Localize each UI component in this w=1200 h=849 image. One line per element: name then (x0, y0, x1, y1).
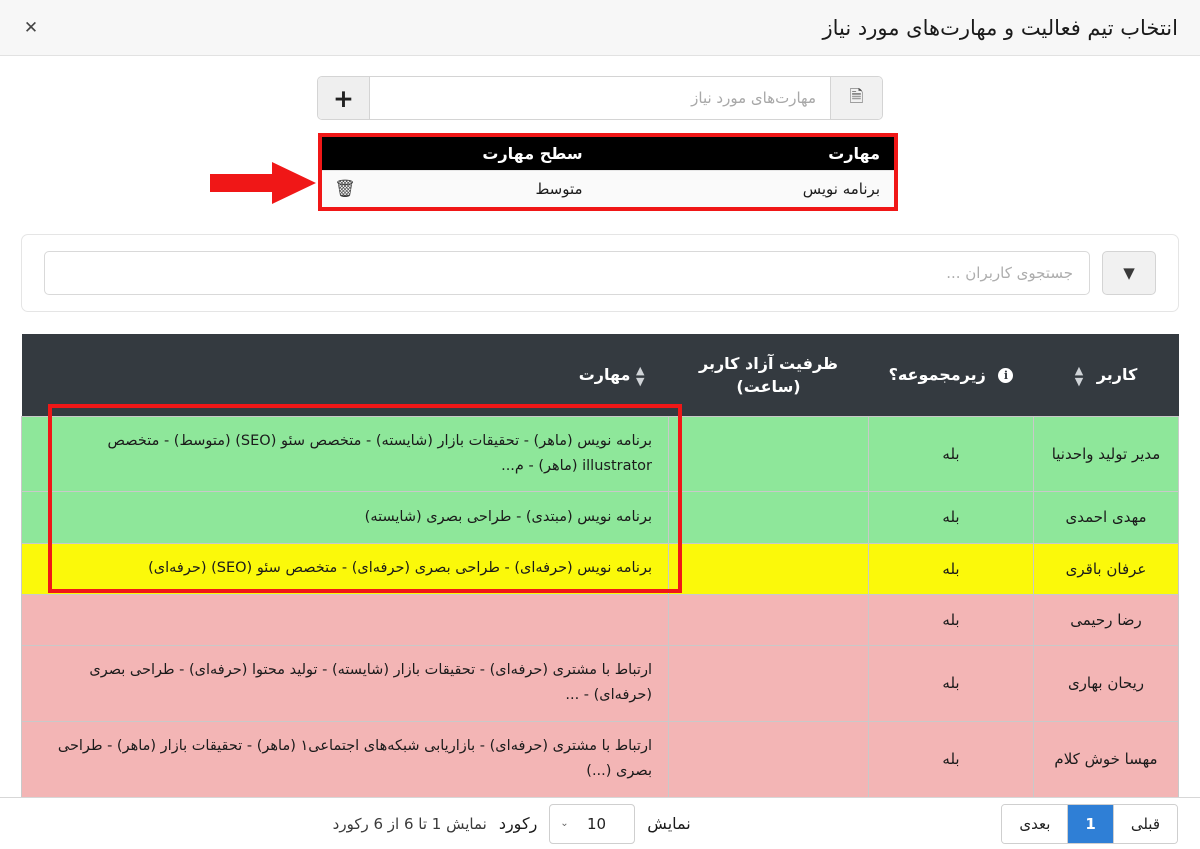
cell-skills: برنامه نویس (مبتدی) - طراحی بصری (شایسته) (22, 492, 669, 543)
page-length-label: نمایش (647, 814, 691, 833)
cell-subset: بله (869, 646, 1034, 722)
modal-header (0, 0, 1200, 56)
cell-skills: ارتباط با مشتری (حرفه‌ای) - بازاریابی شبکه‌های اجتماعی۱ (ماهر) - تحقیقات بازار (ماهر) - طراحی بصری (...) (22, 721, 669, 797)
table-row[interactable] (22, 416, 1179, 492)
skill-name-cell: برنامه نویس (597, 170, 894, 207)
col-header-subset-label: زیرمجموعه؟ (888, 365, 986, 385)
search-input[interactable] (44, 251, 1090, 295)
cell-subset: بله (869, 721, 1034, 797)
col-header-user-label: کاربر (1096, 365, 1138, 384)
skill-level-col-header[interactable]: سطح مهارت (368, 137, 597, 170)
skill-input-group (317, 76, 883, 120)
cell-user: مدیر تولید واحدنیا (1034, 416, 1179, 492)
chevron-down-icon: ⌄ (560, 818, 569, 829)
add-skill-button[interactable]: + (318, 77, 370, 119)
info-icon[interactable]: i (998, 368, 1013, 383)
pagination-prev[interactable]: قبلی (1113, 805, 1177, 843)
page-length-select[interactable] (549, 804, 635, 844)
cell-user: عرفان باقری (1034, 543, 1179, 594)
trash-icon[interactable]: 🗑 (334, 178, 356, 199)
skill-table-header-row (322, 137, 894, 170)
skill-col-header[interactable]: مهارت (597, 137, 894, 170)
col-header-subset[interactable] (869, 334, 1034, 416)
col-header-capacity[interactable] (669, 334, 869, 416)
col-header-skill[interactable] (22, 334, 669, 416)
col-header-skill-label: مهارت (578, 365, 631, 384)
skill-action-col-header (322, 137, 368, 170)
table-row[interactable] (22, 492, 1179, 543)
cell-user: مهدی احمدی (1034, 492, 1179, 543)
filter-button[interactable] (1102, 251, 1156, 295)
pagination-next[interactable]: بعدی (1002, 805, 1067, 843)
table-row[interactable] (22, 543, 1179, 594)
selected-skills-table (322, 137, 894, 207)
cell-capacity (669, 721, 869, 797)
cell-skills: برنامه نویس (حرفه‌ای) - طراحی بصری (حرفه‌ای) - متخصص سئو (SEO) (حرفه‌ای) (22, 543, 669, 594)
cell-capacity (669, 492, 869, 543)
table-row[interactable] (22, 646, 1179, 722)
skill-input-row (0, 76, 1200, 120)
page-length-value: 10 (586, 814, 607, 833)
document-icon: 🗎 (830, 77, 882, 119)
users-table-header-row (22, 334, 1179, 416)
users-table-wrap (21, 334, 1179, 798)
cell-subset: بله (869, 594, 1034, 645)
cell-skills: ارتباط با مشتری (حرفه‌ای) - تحقیقات بازار (شایسته) - تولید محتوا (حرفه‌ای) - طراحی بصری (حرفه‌ای) - ... (22, 646, 669, 722)
table-row (322, 170, 894, 207)
cell-subset: بله (869, 416, 1034, 492)
cell-skills (22, 594, 669, 645)
table-row[interactable] (22, 721, 1179, 797)
cell-skills: برنامه نویس (ماهر) - تحقیقات بازار (شایسته) - متخصص سئو (SEO) (متوسط) - متخصص illustrator (ماهر) - م... (22, 416, 669, 492)
page-length-controls (22, 804, 1001, 844)
red-arrow-annotation (210, 160, 318, 206)
selected-skills-table-highlight (318, 133, 898, 211)
page-title: انتخاب تیم فعالیت و مهارت‌های مورد نیاز (822, 15, 1178, 40)
table-row[interactable] (22, 594, 1179, 645)
sort-icon[interactable]: ▲ ▼ (636, 363, 645, 388)
pagination-page-1[interactable]: 1 (1067, 805, 1112, 843)
cell-subset: بله (869, 492, 1034, 543)
filter-icon: ▼ (1123, 264, 1135, 282)
cell-capacity (669, 543, 869, 594)
col-header-capacity-label: ظرفیت آزاد کاربر (ساعت) (699, 353, 838, 396)
records-info: نمایش 1 تا 6 از 6 رکورد (332, 814, 487, 833)
skill-level-cell: متوسط (368, 170, 597, 207)
close-icon[interactable]: ✕ (23, 17, 39, 38)
cell-capacity (669, 416, 869, 492)
user-search-card (21, 234, 1179, 312)
cell-capacity (669, 594, 869, 645)
col-header-user[interactable] (1034, 334, 1179, 416)
users-table (21, 334, 1179, 798)
cell-user: رضا رحیمی (1034, 594, 1179, 645)
cell-subset: بله (869, 543, 1034, 594)
page-length-unit: رکورد (498, 814, 538, 833)
table-footer (0, 797, 1200, 849)
delete-skill-button[interactable] (322, 170, 368, 207)
sort-icon[interactable]: ▲ ▼ (1074, 363, 1084, 388)
pagination (1001, 804, 1178, 844)
cell-user: مهسا خوش کلام (1034, 721, 1179, 797)
cell-user: ریحان بهاری (1034, 646, 1179, 722)
skill-input[interactable] (370, 77, 830, 119)
cell-capacity (669, 646, 869, 722)
